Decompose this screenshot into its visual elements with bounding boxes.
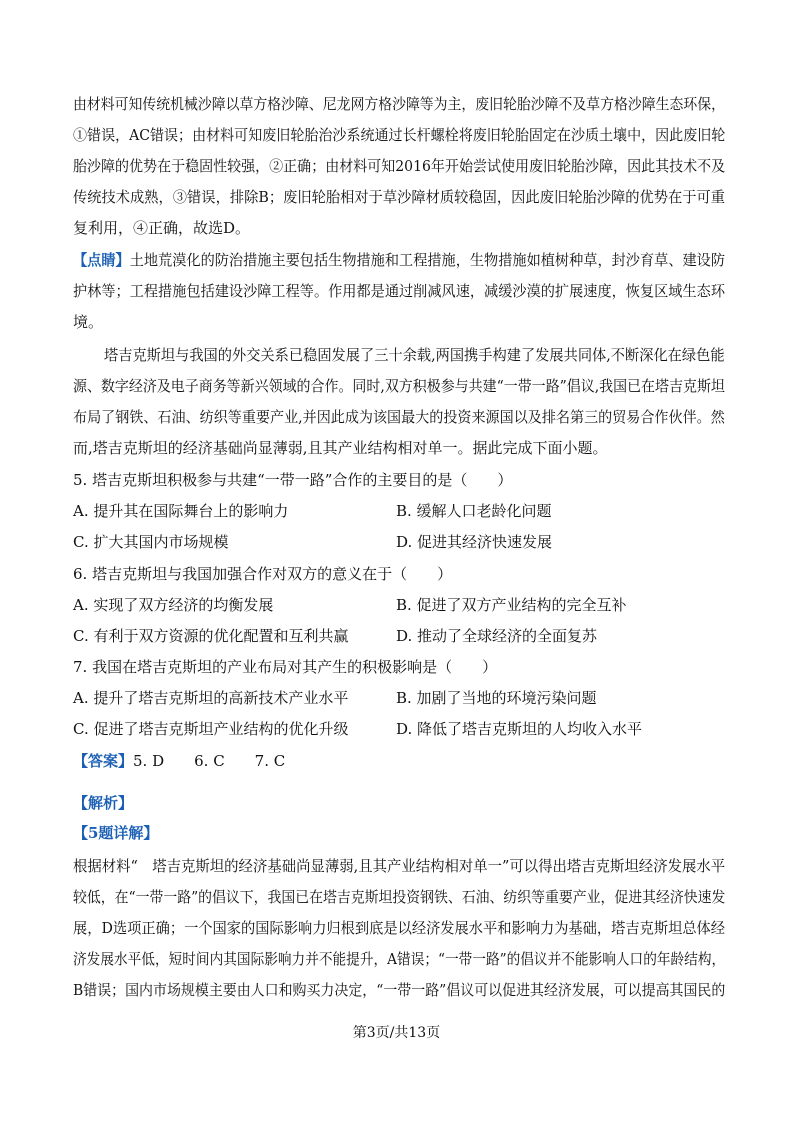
detail-line: 济发展水平低，短时间内其国际影响力并不能提升，A错误；“一带一路”的倡议并不能影响人口的年龄结构， — [73, 950, 726, 968]
answer-text: 5. D 6. C 7. C — [133, 752, 286, 770]
material-line: 源、数字经济及电子商务等新兴领域的合作。同时,双方积极参与共建“一带一路”倡议,我国已在塔吉克斯坦 — [73, 377, 725, 395]
detail-line: 较低，在“一带一路”的倡议下，我国已在塔吉克斯坦投资钢铁、石油、纺织等重要产业，促进其经济快速发 — [73, 888, 726, 906]
question-6-option-b: B. 促进了双方产业结构的完全互补 — [396, 596, 627, 614]
question-7-option-d: D. 降低了塔吉克斯坦的人均收入水平 — [396, 720, 643, 738]
detail-line: B错误；国内市场规模主要由人口和购买力决定，“一带一路”倡议可以促进其经济发展，可以提高其国民的 — [73, 981, 726, 999]
intro-line: 复利用，④正确，故选D。 — [73, 219, 251, 237]
page-number-footer: 第3页/共13页 — [352, 1025, 441, 1041]
question-7-option-c: C. 促进了塔吉克斯坦产业结构的优化升级 — [73, 720, 349, 738]
question-5-option-d: D. 促进其经济快速发展 — [396, 533, 553, 551]
dianjing-text: 土地荒漠化的防治措施主要包括生物措施和工程措施，生物措施如植树种草，封沙育草、建设防 — [129, 251, 726, 269]
intro-line: ①错误，AC错误；由材料可知废旧轮胎治沙系统通过长杆螺栓将废旧轮胎固定在沙质土壤中，因此废旧轮 — [73, 126, 726, 144]
material-line: 而,塔吉克斯坦的经济基础尚显薄弱,且其产业结构相对单一。据此完成下面小题。 — [73, 439, 608, 457]
dianjing-tag: 【点睛】 — [73, 251, 130, 269]
question-7-option-b: B. 加剧了当地的环境污染问题 — [396, 689, 597, 707]
dianjing-paragraph — [73, 250, 725, 270]
answer-line — [73, 751, 285, 771]
detail-line: 根据材料“ 塔吉克斯坦的经济基础尚显薄弱,且其产业结构相对单一”可以得出塔吉克斯坦经济发展水平 — [73, 857, 726, 875]
intro-line: 胎沙障的优势在于稳固性较强，②正确；由材料可知2016年开始尝试使用废旧轮胎沙障，因此其技术不及 — [73, 157, 726, 175]
question-6-option-c: C. 有利于双方资源的优化配置和互利共赢 — [73, 627, 349, 645]
material-line: 布局了钢铁、石油、纺织等重要产业,并因此成为该国最大的投资来源国以及排名第三的贸易合作伙伴。然 — [73, 408, 725, 426]
question-7-stem: 7. 我国在塔吉克斯坦的产业布局对其产生的积极影响是（ ） — [73, 658, 498, 676]
intro-line: 传统技术成熟，③错误，排除B；废旧轮胎相对于草沙障材质较稳固，因此废旧轮胎沙障的优势在于可重 — [73, 188, 726, 206]
question-6-option-a: A. 实现了双方经济的均衡发展 — [73, 596, 274, 614]
material-line: 塔吉克斯坦与我国的外交关系已稳固发展了三十余载,两国携手构建了发展共同体,不断深化在绿色能 — [104, 346, 725, 364]
answer-tag: 【答案】 — [73, 752, 134, 770]
question-7-option-a: A. 提升了塔吉克斯坦的高新技术产业水平 — [73, 689, 349, 707]
intro-line: 由材料可知传统机械沙障以草方格沙障、尼龙网方格沙障等为主，废旧轮胎沙障不及草方格沙障生态环保， — [73, 95, 726, 113]
question-5-option-a: A. 提升其在国际舞台上的影响力 — [73, 502, 289, 520]
question-6-option-d: D. 推动了全球经济的全面复苏 — [396, 627, 598, 645]
detail-tag: 【5题详解】 — [73, 824, 159, 842]
detail-line: 展，D选项正确；一个国家的国际影响力归根到底是以经济发展水平和影响力为基础，塔吉克斯坦总体经 — [73, 919, 726, 937]
dianjing-line: 护林等；工程措施包括建设沙障工程等。作用都是通过削减风速，减缓沙漠的扩展速度，恢复区域生态环 — [73, 282, 726, 300]
dianjing-line: 境。 — [73, 313, 104, 331]
question-5-stem: 5. 塔吉克斯坦积极参与共建“一带一路”合作的主要目的是（ ） — [73, 471, 513, 489]
analysis-tag: 【解析】 — [73, 794, 134, 812]
question-5-option-b: B. 缓解人口老龄化问题 — [396, 502, 552, 520]
question-5-option-c: C. 扩大其国内市场规模 — [73, 533, 229, 551]
question-6-stem: 6. 塔吉克斯坦与我国加强合作对双方的意义在于（ ） — [73, 565, 453, 583]
